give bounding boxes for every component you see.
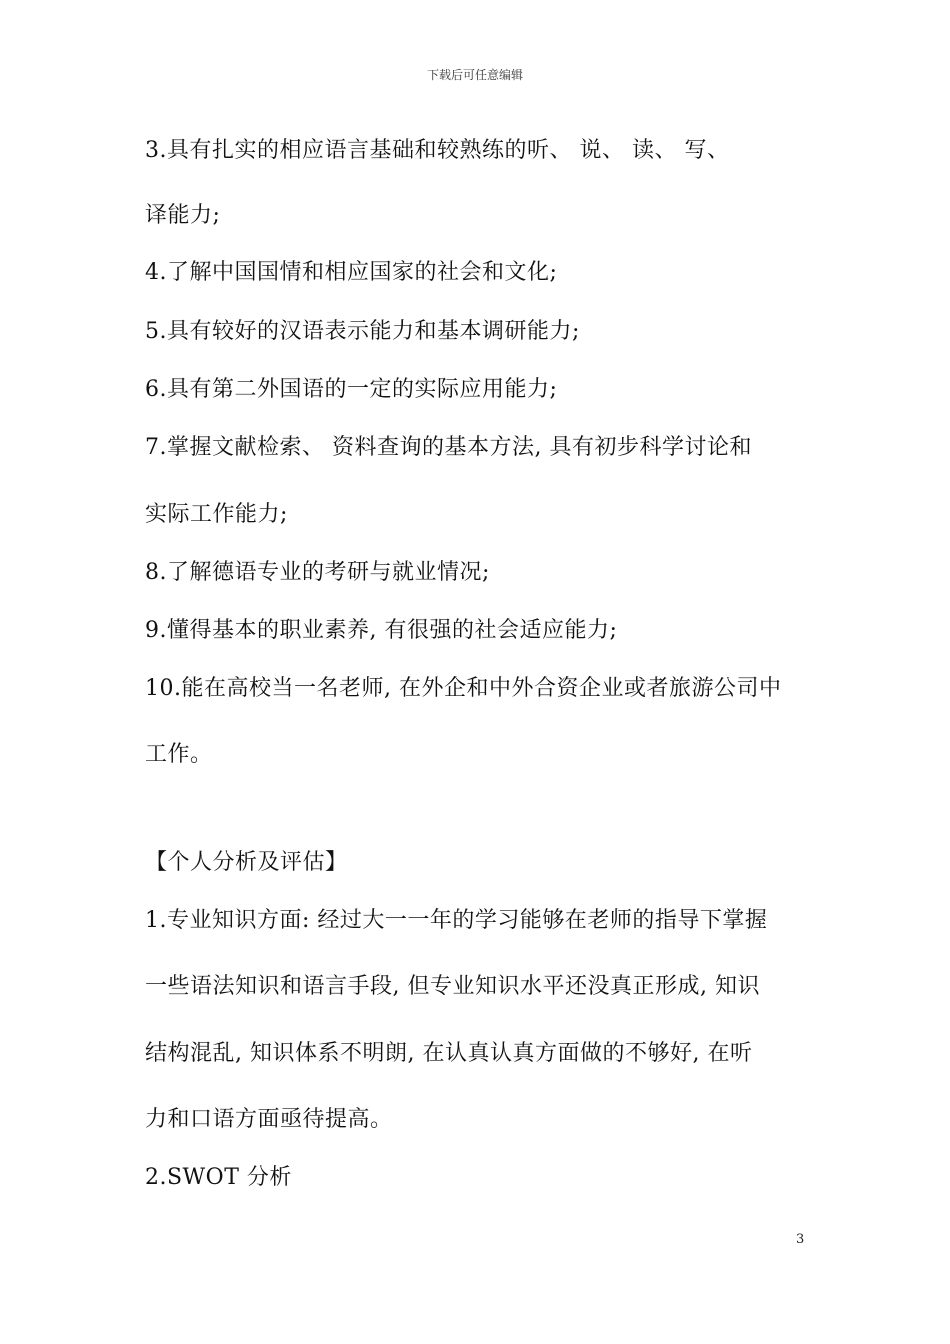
text-line-7: 实际工作能力; — [145, 502, 288, 527]
text-line-15: 力和口语方面亟待提高。 — [145, 1107, 393, 1132]
text-line-3: 4.了解中国国情和相应国家的社会和文化; — [145, 260, 558, 285]
text-line-12: 1.专业知识方面: 经过大一一年的学习能够在老师的指导下掌握 — [145, 908, 768, 933]
text-line-10: 10.能在高校当一名老师, 在外企和中外合资企业或者旅游公司中 — [145, 676, 782, 701]
page-header: 下载后可任意编辑 — [426, 68, 523, 82]
text-line-2: 译能力; — [145, 203, 221, 228]
text-line-5: 6.具有第二外国语的一定的实际应用能力; — [145, 377, 558, 402]
text-line-9: 9.懂得基本的职业素养, 有很强的社会适应能力; — [145, 618, 618, 643]
text-line-4: 5.具有较好的汉语表示能力和基本调研能力; — [145, 319, 580, 344]
text-line-6: 7.掌握文献检索、 资料查询的基本方法, 具有初步科学讨论和 — [145, 435, 752, 460]
text-line-16: 2.SWOT 分析 — [145, 1165, 292, 1190]
text-line-14: 结构混乱, 知识体系不明朗, 在认真认真方面做的不够好, 在听 — [145, 1041, 753, 1066]
section-heading: 【个人分析及评估】 — [145, 850, 348, 875]
page-number: 3 — [796, 1232, 805, 1247]
text-line-1: 3.具有扎实的相应语言基础和较熟练的听、 说、 读、 写、 — [145, 138, 730, 163]
text-line-11: 工作。 — [145, 742, 213, 767]
text-line-13: 一些语法知识和语言手段, 但专业知识水平还没真正形成, 知识 — [145, 974, 760, 999]
text-line-8: 8.了解德语专业的考研与就业情况; — [145, 560, 490, 585]
